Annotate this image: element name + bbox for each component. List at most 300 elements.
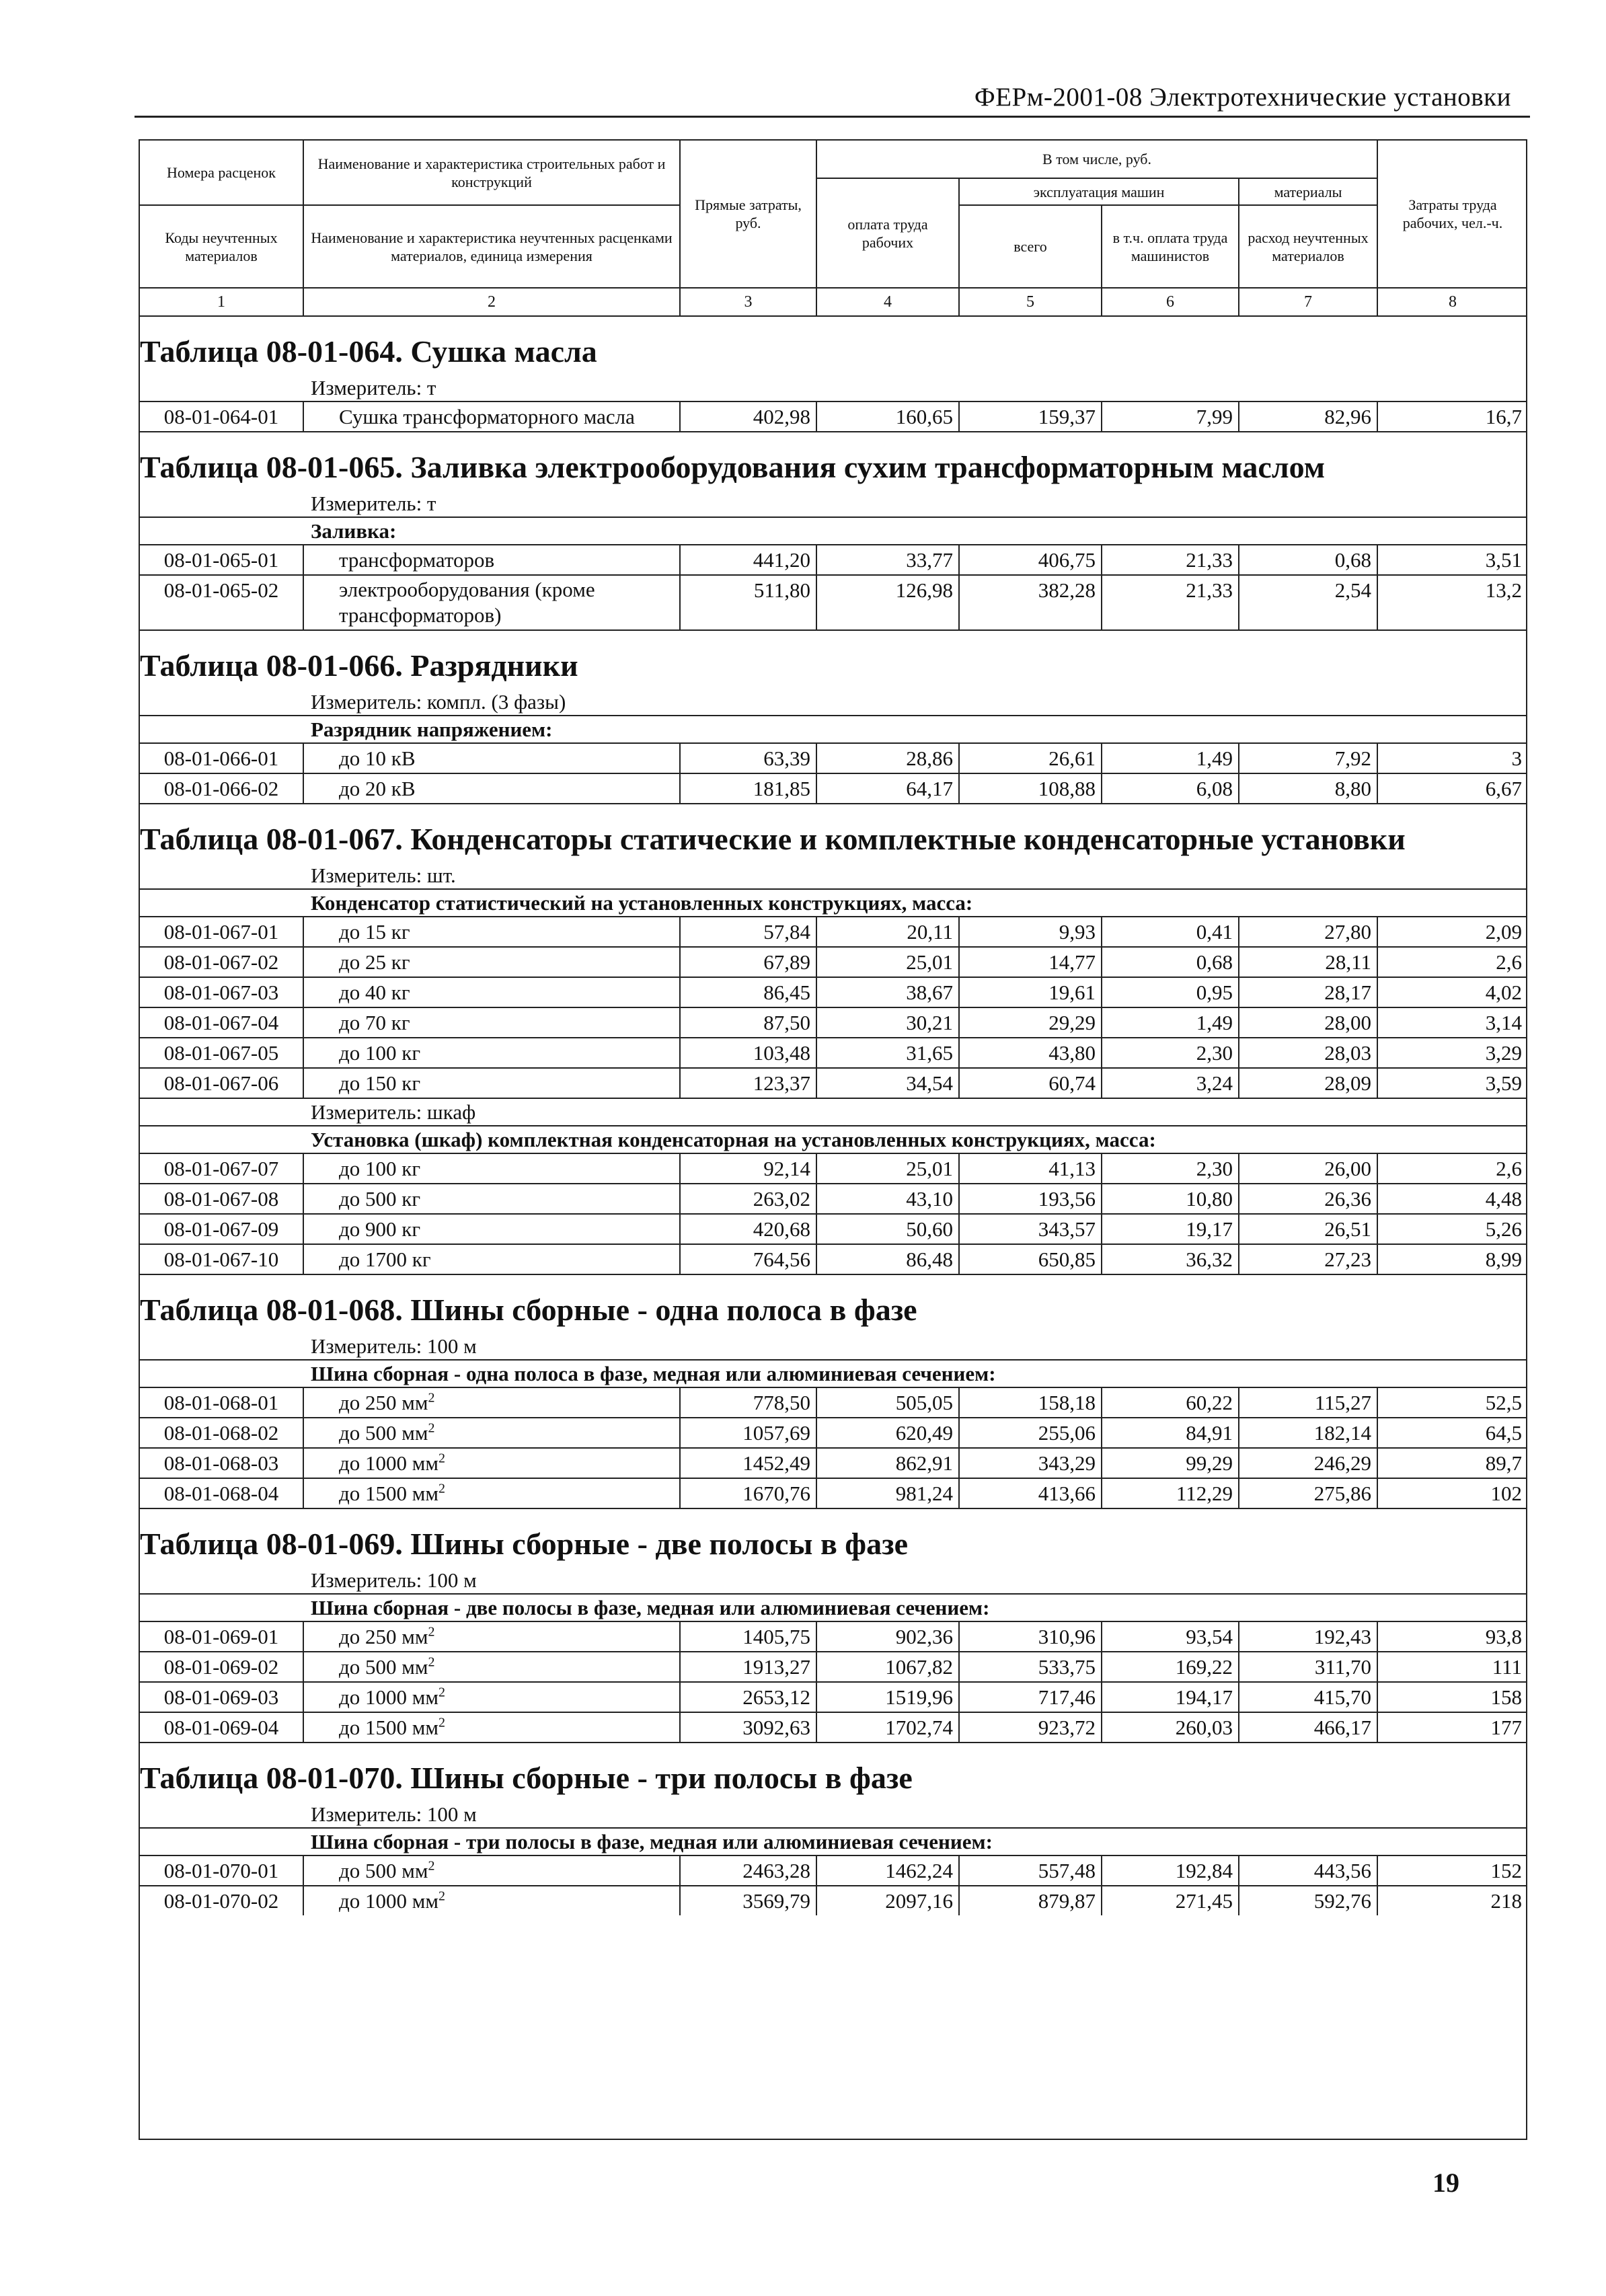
value-cell	[817, 1069, 960, 1098]
rate-code-cell	[140, 744, 304, 773]
rate-code-cell	[140, 1038, 304, 1067]
cell-text: 2,09	[1485, 920, 1522, 944]
cell-text: до 250 мм	[339, 1625, 428, 1648]
value-cell	[1239, 1713, 1378, 1742]
cell-text: 103,48	[753, 1041, 810, 1065]
cell-text: 2,30	[1196, 1157, 1233, 1180]
cell-text: 7,99	[1196, 405, 1233, 428]
value-cell	[960, 1652, 1102, 1681]
rate-code-cell	[140, 1418, 304, 1447]
value-cell	[681, 774, 817, 803]
page-number: 19	[1432, 2168, 1459, 2198]
value-cell	[1378, 1886, 1527, 1915]
cell-text: 50,60	[906, 1217, 953, 1241]
rate-code-cell	[140, 1215, 304, 1243]
cell-text: 27,23	[1324, 1248, 1371, 1271]
cell-text: 8,99	[1485, 1248, 1522, 1271]
cell-text: 13,2	[1485, 578, 1522, 602]
cell-text: Сушка трансформаторного масла	[339, 405, 635, 428]
value-cell	[681, 1622, 817, 1651]
cell-text: 08-01-067-09	[163, 1217, 279, 1241]
cell-text: электрооборудования (кроме трансформаторов)	[339, 578, 595, 627]
value-cell	[817, 1652, 960, 1681]
description-cell	[304, 1652, 681, 1681]
cell-text: 505,05	[895, 1391, 953, 1414]
value-cell	[817, 1683, 960, 1712]
unit-superscript: 2	[438, 1481, 446, 1496]
cell-text: 1405,75	[742, 1625, 810, 1648]
value-cell	[1239, 1388, 1378, 1417]
value-cell	[960, 774, 1102, 803]
cell-text: 28,00	[1324, 1011, 1371, 1034]
cell-text: до 20 кВ	[339, 777, 416, 800]
cell-text: 28,03	[1324, 1041, 1371, 1065]
cell-text: 343,57	[1038, 1217, 1096, 1241]
unit-superscript: 2	[428, 1420, 435, 1436]
value-cell	[1102, 545, 1239, 574]
table-title: Таблица 08-01-069. Шины сборные - две полосы в фазе	[140, 1527, 909, 1561]
cell-text: 1,49	[1196, 747, 1233, 770]
value-cell	[1102, 1449, 1239, 1478]
value-cell	[817, 1245, 960, 1274]
value-cell	[960, 402, 1102, 431]
table-row	[140, 1621, 1526, 1651]
cell-text: 60,22	[1186, 1391, 1233, 1414]
value-cell	[681, 576, 817, 629]
value-cell	[1378, 545, 1527, 574]
cell-text: до 1000 мм	[339, 1889, 439, 1913]
value-cell	[1378, 576, 1527, 629]
value-cell	[960, 1215, 1102, 1243]
cell-text: 402,98	[753, 405, 810, 428]
cell-text: 343,29	[1038, 1451, 1096, 1475]
section-heading	[140, 803, 1526, 862]
value-cell	[1378, 917, 1527, 946]
description-cell	[304, 744, 681, 773]
col-num: 5	[960, 289, 1102, 315]
unit-superscript: 2	[428, 1858, 435, 1874]
value-cell	[681, 1245, 817, 1274]
col-num: 3	[681, 289, 817, 315]
cell-text: до 100 кг	[339, 1157, 421, 1180]
cell-text: 1057,69	[742, 1421, 810, 1445]
section-heading	[140, 317, 1526, 375]
value-cell	[960, 1154, 1102, 1183]
cell-text: 16,7	[1485, 405, 1522, 428]
value-cell	[1378, 1449, 1527, 1478]
cell-text: 3	[1511, 747, 1522, 770]
value-cell	[1102, 576, 1239, 629]
cell-text: 28,86	[906, 747, 953, 770]
value-cell	[960, 1622, 1102, 1651]
rate-code-cell	[140, 948, 304, 977]
cell-text: 902,36	[895, 1625, 953, 1648]
description-cell	[304, 1154, 681, 1183]
cell-text: 3569,79	[742, 1889, 810, 1913]
value-cell	[1378, 948, 1527, 977]
value-cell	[817, 917, 960, 946]
cell-text: 52,5	[1485, 1391, 1522, 1414]
cell-text: 26,51	[1324, 1217, 1371, 1241]
unit-superscript: 2	[428, 1624, 435, 1640]
table-row	[140, 574, 1526, 629]
table-row	[140, 1067, 1526, 1098]
cell-text: 0,68	[1334, 548, 1371, 572]
cell-text: 862,91	[895, 1451, 953, 1475]
description-cell	[304, 1008, 681, 1037]
cell-text: 511,80	[753, 578, 810, 602]
cell-text: 25,01	[906, 1157, 953, 1180]
cell-text: трансформаторов	[339, 548, 495, 572]
value-cell	[960, 545, 1102, 574]
rate-code-cell	[140, 1652, 304, 1681]
value-cell	[1102, 1245, 1239, 1274]
cell-text: 43,10	[906, 1187, 953, 1211]
value-cell	[960, 1388, 1102, 1417]
cell-text: 182,14	[1313, 1421, 1371, 1445]
value-cell	[1102, 1154, 1239, 1183]
value-cell	[817, 1886, 960, 1915]
cell-text: 64,17	[906, 777, 953, 800]
table-row	[140, 742, 1526, 773]
value-cell	[1378, 1069, 1527, 1098]
cell-text: 26,36	[1324, 1187, 1371, 1211]
header-oplata: оплата труда рабочих	[817, 179, 960, 289]
header-zatraty: Затраты труда рабочих, чел.-ч.	[1378, 141, 1527, 289]
description-cell	[304, 1069, 681, 1098]
value-cell	[960, 1069, 1102, 1098]
cell-text: 159,37	[1038, 405, 1096, 428]
value-cell	[681, 1683, 817, 1712]
cell-text: 1067,82	[885, 1655, 953, 1679]
cell-text: 84,91	[1186, 1421, 1233, 1445]
cell-text: до 500 мм	[339, 1655, 428, 1679]
rate-code-cell	[140, 1622, 304, 1651]
value-cell	[1239, 1245, 1378, 1274]
header-rashod: расход неучтенных материалов	[1239, 206, 1378, 289]
value-cell	[681, 1184, 817, 1213]
value-cell	[681, 1069, 817, 1098]
cell-text: 8,80	[1334, 777, 1371, 800]
cell-text: 764,56	[753, 1248, 810, 1271]
cell-text: 3,29	[1485, 1041, 1522, 1065]
table-row	[140, 977, 1526, 1007]
col-num: 2	[304, 289, 681, 315]
description-cell	[304, 1215, 681, 1243]
table-title: Таблица 08-01-066. Разрядники	[140, 648, 578, 683]
value-cell	[817, 1713, 960, 1742]
cell-text: до 150 кг	[339, 1071, 421, 1095]
value-cell	[1102, 1683, 1239, 1712]
cell-text: до 25 кг	[339, 950, 410, 974]
value-cell	[817, 744, 960, 773]
value-cell	[960, 1038, 1102, 1067]
header-vsego: всего	[960, 206, 1102, 289]
description-cell	[304, 1479, 681, 1508]
value-cell	[960, 576, 1102, 629]
cell-text: 08-01-067-03	[163, 981, 279, 1004]
value-cell	[1378, 774, 1527, 803]
cell-text: 382,28	[1038, 578, 1096, 602]
cell-text: 26,00	[1324, 1157, 1371, 1180]
value-cell	[681, 917, 817, 946]
measure-unit: Измеритель: т	[311, 376, 436, 399]
value-cell	[1102, 1388, 1239, 1417]
value-cell	[1378, 1652, 1527, 1681]
cell-text: до 500 мм	[339, 1421, 428, 1445]
value-cell	[1378, 1683, 1527, 1712]
cell-text: 08-01-067-07	[163, 1157, 279, 1180]
value-cell	[681, 402, 817, 431]
value-cell	[681, 1479, 817, 1508]
cell-text: 27,80	[1324, 920, 1371, 944]
cell-text: 160,65	[895, 405, 953, 428]
value-cell	[1102, 1038, 1239, 1067]
value-cell	[960, 1479, 1102, 1508]
section-heading	[140, 1742, 1526, 1801]
rate-code-cell	[140, 402, 304, 431]
description-cell	[304, 1449, 681, 1478]
rate-code-cell	[140, 1683, 304, 1712]
description-cell	[304, 774, 681, 803]
cell-text: до 500 мм	[339, 1859, 428, 1882]
cell-text: 2,54	[1334, 578, 1371, 602]
cell-text: 31,65	[906, 1041, 953, 1065]
value-cell	[1102, 917, 1239, 946]
table-row	[140, 544, 1526, 574]
cell-text: до 10 кВ	[339, 747, 416, 770]
col-num: 6	[1102, 289, 1239, 315]
table-body	[140, 317, 1526, 1915]
cell-text: 9,93	[1059, 920, 1096, 944]
value-cell	[1102, 1886, 1239, 1915]
cell-text: 25,01	[906, 950, 953, 974]
value-cell	[1239, 1683, 1378, 1712]
description-cell	[304, 1388, 681, 1417]
cell-text: 1452,49	[742, 1451, 810, 1475]
value-cell	[1378, 1622, 1527, 1651]
cell-text: 19,61	[1048, 981, 1096, 1004]
rate-code-cell	[140, 1388, 304, 1417]
table-row	[140, 1681, 1526, 1712]
value-cell	[817, 1856, 960, 1885]
value-cell	[681, 948, 817, 977]
cell-text: 30,21	[906, 1011, 953, 1034]
cell-text: 20,11	[907, 920, 953, 944]
cell-text: 4,48	[1485, 1187, 1522, 1211]
cell-text: до 1500 мм	[339, 1716, 439, 1739]
group-heading: Заливка:	[140, 516, 1526, 544]
cell-text: 93,8	[1485, 1625, 1522, 1648]
cell-text: 36,32	[1186, 1248, 1233, 1271]
value-cell	[1378, 1713, 1527, 1742]
value-cell	[1239, 1184, 1378, 1213]
value-cell	[960, 1184, 1102, 1213]
value-cell	[1102, 1215, 1239, 1243]
cell-text: до 40 кг	[339, 981, 410, 1004]
description-cell	[304, 545, 681, 574]
table-row	[140, 1153, 1526, 1183]
value-cell	[1239, 545, 1378, 574]
header-expl: эксплуатация машин	[960, 179, 1239, 206]
rate-code-cell	[140, 917, 304, 946]
value-cell	[817, 402, 960, 431]
cell-text: 08-01-067-10	[163, 1248, 279, 1271]
value-cell	[1239, 1154, 1378, 1183]
cell-text: 441,20	[753, 548, 810, 572]
cell-text: 08-01-068-03	[163, 1451, 279, 1475]
measure-unit: Измеритель: компл. (3 фазы)	[311, 690, 566, 714]
cell-text: 413,66	[1038, 1482, 1096, 1505]
value-cell	[1102, 1713, 1239, 1742]
value-cell	[681, 1038, 817, 1067]
cell-text: 08-01-069-01	[163, 1625, 279, 1648]
header-nomera: Номера расценок	[140, 141, 304, 206]
header-mat: материалы	[1239, 179, 1378, 206]
value-cell	[817, 1154, 960, 1183]
cell-text: 3,14	[1485, 1011, 1522, 1034]
col-num: 7	[1239, 289, 1378, 315]
description-cell	[304, 1683, 681, 1712]
cell-text: 4,02	[1485, 981, 1522, 1004]
cell-text: 111	[1492, 1655, 1522, 1679]
cell-text: 717,46	[1038, 1685, 1096, 1709]
cell-text: 115,27	[1314, 1391, 1371, 1414]
value-cell	[817, 1622, 960, 1651]
cell-text: до 500 кг	[339, 1187, 421, 1211]
value-cell	[1239, 948, 1378, 977]
description-cell	[304, 978, 681, 1007]
value-cell	[817, 1479, 960, 1508]
value-cell	[817, 1388, 960, 1417]
cell-text: 33,77	[906, 548, 953, 572]
description-cell	[304, 948, 681, 977]
group-heading: Конденсатор статистический на установленных конструкциях, масса:	[140, 888, 1526, 916]
col-num: 8	[1449, 293, 1457, 311]
section-heading	[140, 431, 1526, 490]
table-row	[140, 1855, 1526, 1885]
cell-text: 43,80	[1048, 1041, 1096, 1065]
header-vtom: В том числе, руб.	[817, 141, 1378, 179]
cell-text: 08-01-068-01	[163, 1391, 279, 1414]
value-cell	[817, 1418, 960, 1447]
cell-text: 08-01-069-02	[163, 1655, 279, 1679]
cell-text: 08-01-069-04	[163, 1716, 279, 1739]
cell-text: 82,96	[1324, 405, 1371, 428]
value-cell	[960, 1856, 1102, 1885]
value-cell	[960, 948, 1102, 977]
cell-text: 3092,63	[742, 1716, 810, 1739]
cell-text: 275,86	[1313, 1482, 1371, 1505]
cell-text: 7,92	[1334, 747, 1371, 770]
table-row	[140, 1037, 1526, 1067]
group-heading: Установка (шкаф) комплектная конденсаторная на установленных конструкциях, масса:	[140, 1125, 1526, 1153]
value-cell	[1378, 402, 1527, 431]
cell-text: до 900 кг	[339, 1217, 421, 1241]
value-cell	[817, 576, 960, 629]
cell-text: 650,85	[1038, 1248, 1096, 1271]
cell-text: до 100 кг	[339, 1041, 421, 1065]
value-cell	[1102, 1652, 1239, 1681]
price-table	[139, 139, 1527, 2140]
description-cell	[304, 1886, 681, 1915]
cell-text: 26,61	[1048, 747, 1096, 770]
document-title: ФЕРм-2001-08 Электротехнические установки	[974, 83, 1511, 112]
cell-text: 29,29	[1048, 1011, 1096, 1034]
cell-text: 5,26	[1485, 1217, 1522, 1241]
cell-text: 10,80	[1186, 1187, 1233, 1211]
cell-text: 2463,28	[742, 1859, 810, 1882]
cell-text: 38,67	[906, 981, 953, 1004]
value-cell	[1378, 1245, 1527, 1274]
cell-text: 443,56	[1313, 1859, 1371, 1882]
value-cell	[1239, 1856, 1378, 1885]
description-cell	[304, 1184, 681, 1213]
cell-text: 92,14	[763, 1157, 810, 1180]
cell-text: 112,29	[1176, 1482, 1233, 1505]
value-cell	[681, 545, 817, 574]
table-row	[140, 1183, 1526, 1213]
cell-text: 2,30	[1196, 1041, 1233, 1065]
description-cell	[304, 576, 681, 629]
table-title: Таблица 08-01-067. Конденсаторы статические и комплектные конденсаторные установки	[140, 822, 1406, 856]
value-cell	[681, 1418, 817, 1447]
cell-text: 158	[1490, 1685, 1522, 1709]
table-row	[140, 1007, 1526, 1037]
cell-text: 879,87	[1038, 1889, 1096, 1913]
value-cell	[1239, 1449, 1378, 1478]
value-cell	[681, 744, 817, 773]
cell-text: до 70 кг	[339, 1011, 410, 1034]
cell-text: 99,29	[1186, 1451, 1233, 1475]
value-cell	[1239, 576, 1378, 629]
value-cell	[960, 1683, 1102, 1712]
value-cell	[1102, 978, 1239, 1007]
measure-unit: Измеритель: шт.	[311, 864, 456, 887]
value-cell	[1102, 1184, 1239, 1213]
value-cell	[1239, 1418, 1378, 1447]
cell-text: 592,76	[1313, 1889, 1371, 1913]
value-cell	[1102, 1069, 1239, 1098]
cell-text: 08-01-070-02	[163, 1889, 279, 1913]
value-cell	[960, 1245, 1102, 1274]
cell-text: 89,7	[1485, 1451, 1522, 1475]
cell-text: 6,67	[1485, 777, 1522, 800]
value-cell	[1239, 917, 1378, 946]
header-naim: Наименование и характеристика строительных работ и конструкций	[304, 141, 681, 206]
cell-text: 0,41	[1196, 920, 1233, 944]
cell-text: 08-01-070-01	[163, 1859, 279, 1882]
table-row	[140, 1651, 1526, 1681]
cell-text: 981,24	[895, 1482, 953, 1505]
value-cell	[681, 1652, 817, 1681]
value-cell	[1239, 402, 1378, 431]
cell-text: 152	[1490, 1859, 1522, 1882]
value-cell	[960, 1449, 1102, 1478]
value-cell	[1102, 774, 1239, 803]
cell-text: 194,17	[1175, 1685, 1233, 1709]
section-heading	[140, 1274, 1526, 1333]
cell-text: 923,72	[1038, 1716, 1096, 1739]
table-header	[140, 141, 1526, 317]
group-heading: Шина сборная - две полосы в фазе, медная или алюминиевая сечением:	[140, 1593, 1526, 1621]
table-row	[140, 1417, 1526, 1447]
value-cell	[1378, 978, 1527, 1007]
cell-text: 21,33	[1186, 578, 1233, 602]
cell-text: 08-01-064-01	[163, 405, 279, 428]
value-cell	[960, 1713, 1102, 1742]
cell-text: 08-01-068-02	[163, 1421, 279, 1445]
